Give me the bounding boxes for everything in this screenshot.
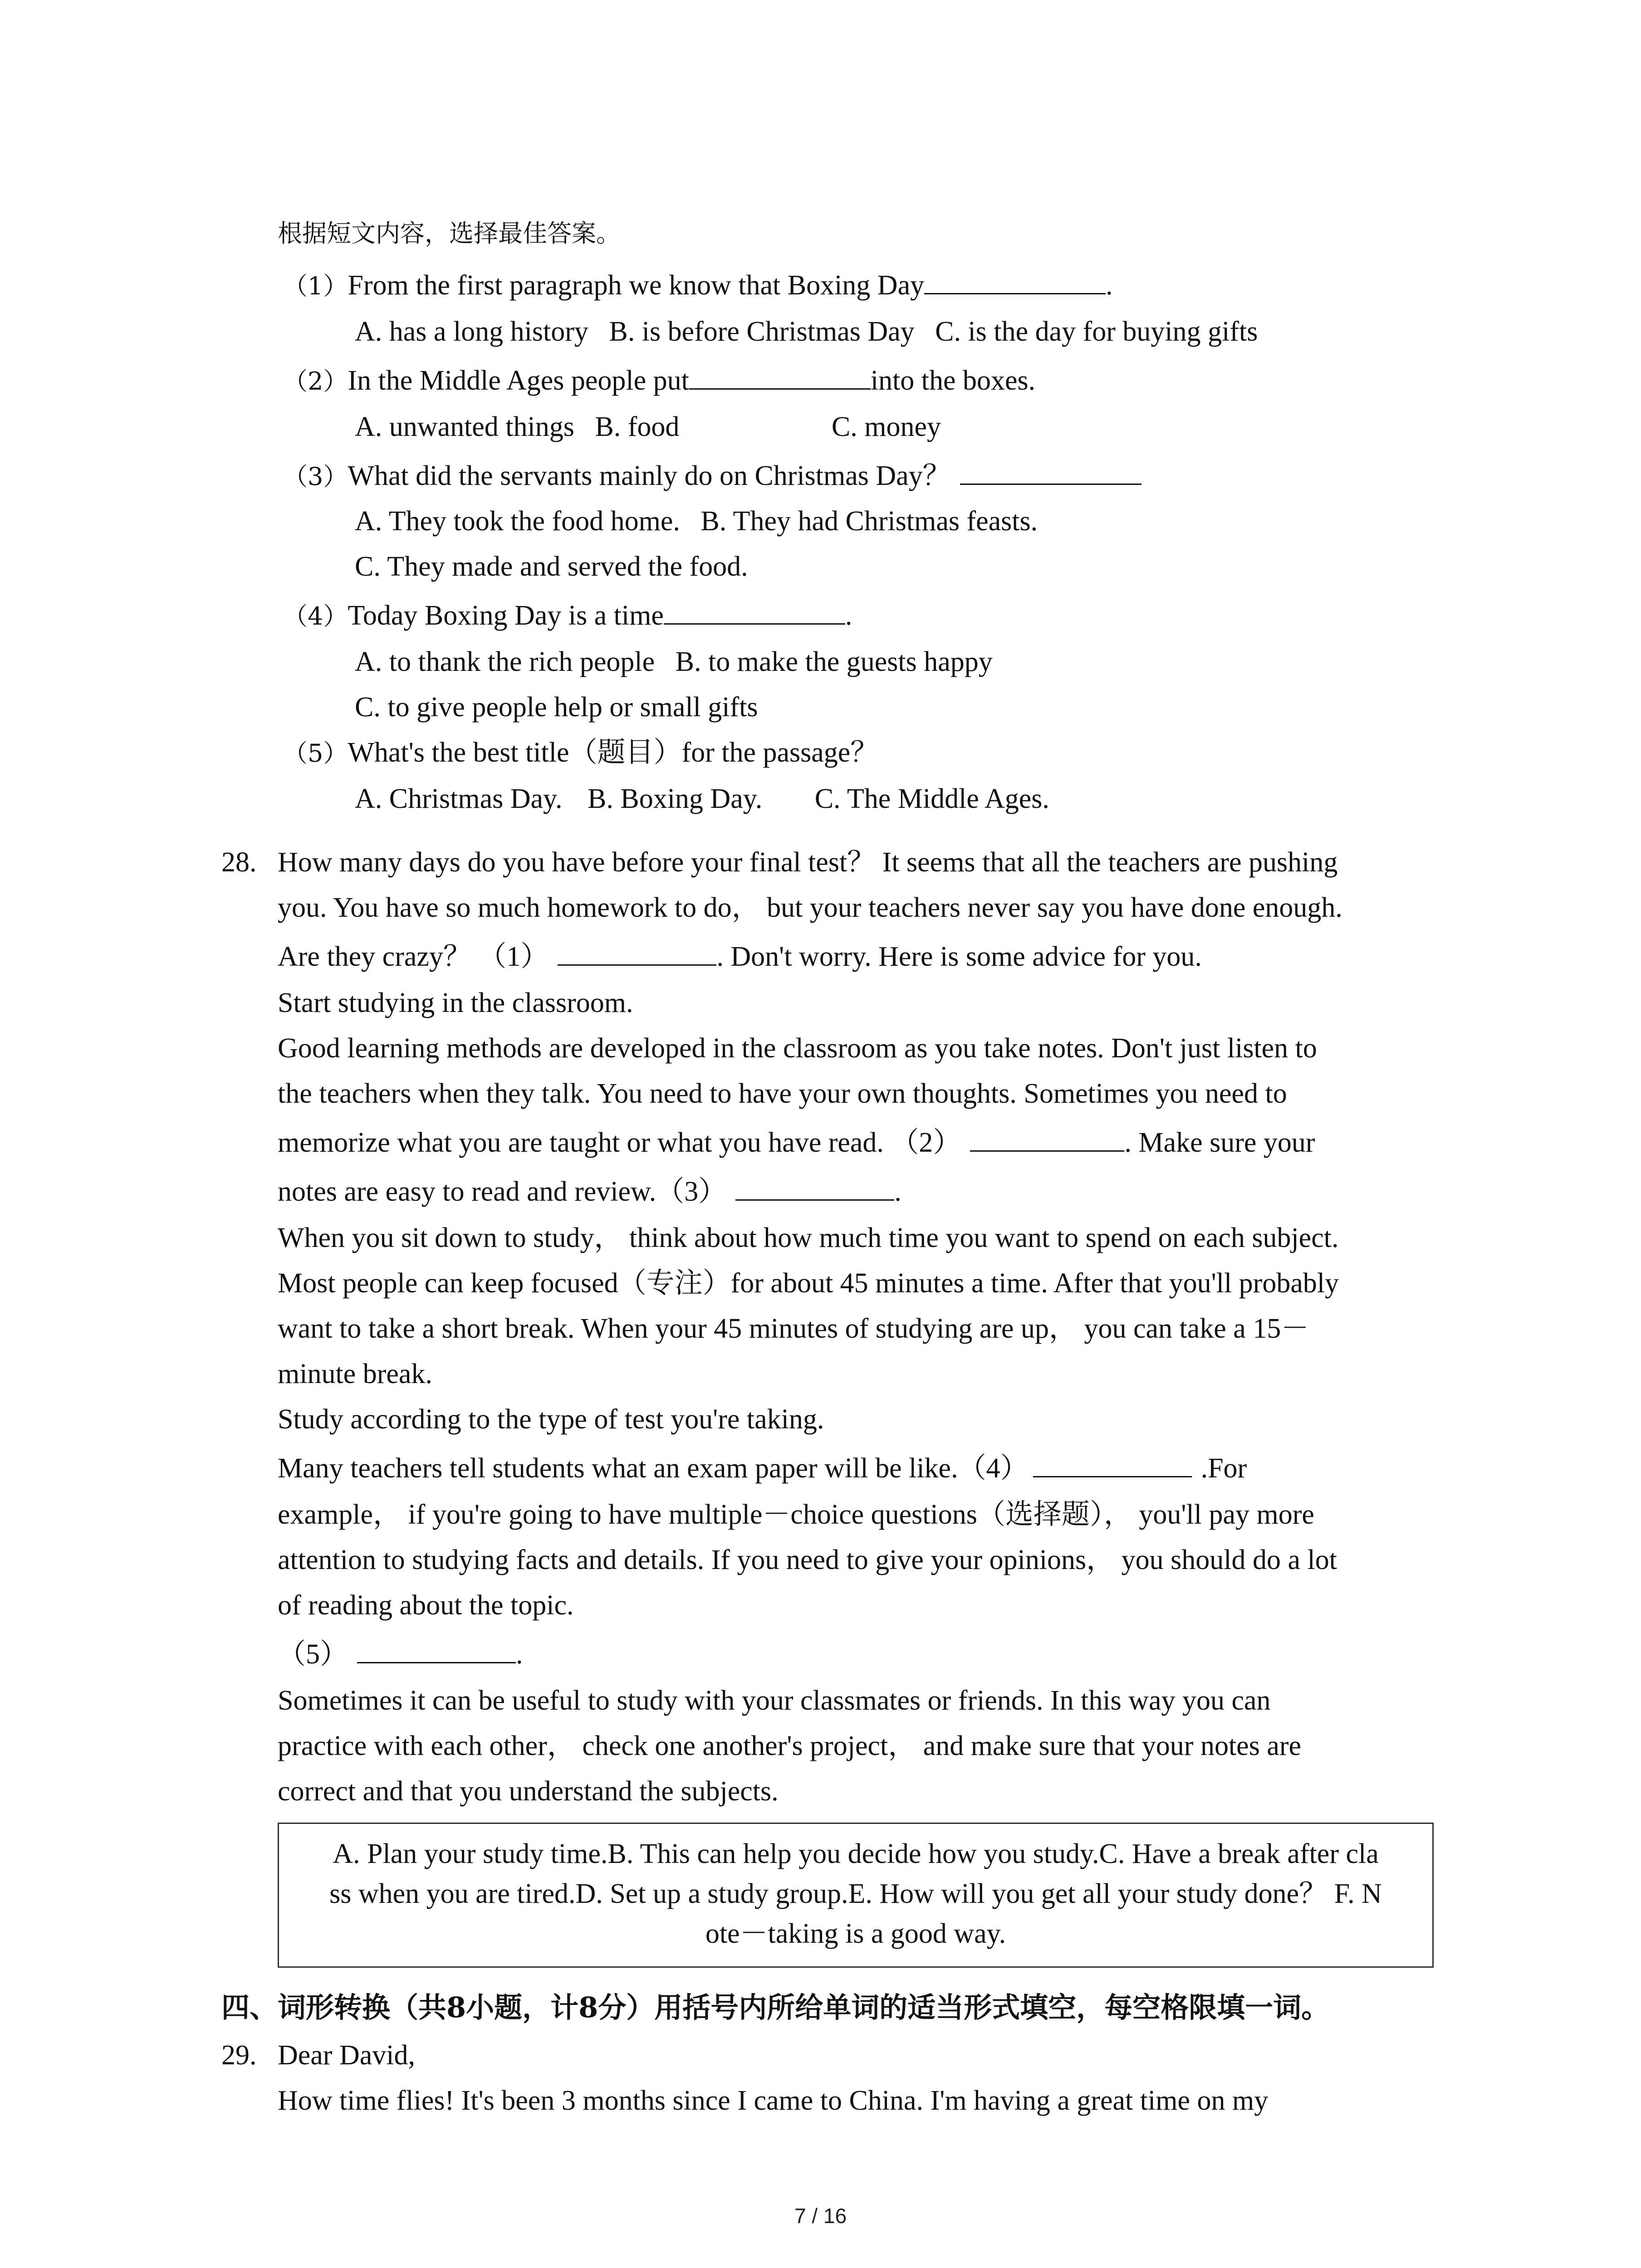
question-stem-end: . [845, 600, 852, 631]
passage-line-blank-4 [278, 1454, 1247, 1482]
options-1 [355, 318, 1258, 346]
option-c[interactable]: C. The Middle Ages. [814, 783, 1049, 814]
option-b[interactable]: B. They had Christmas feasts. [700, 506, 1038, 537]
question-29-number: 29. [221, 2040, 257, 2071]
question-3 [283, 462, 1141, 490]
question-number: （2） [283, 367, 348, 396]
option-box-line: A. Plan your study time.B. This can help you decide how you study.C. Have a break after cla [333, 1838, 1379, 1869]
passage-line-blank-2 [278, 1129, 1315, 1157]
answer-blank-3[interactable] [735, 1178, 894, 1201]
passage-line: the teachers when they talk. You need to have your own thoughts. Sometimes you need to [278, 1078, 1287, 1109]
passage-line: example， if you're going to have multiple－choice questions（选择题）， you'll pay more [278, 1499, 1314, 1530]
options-4-line1 [355, 648, 993, 676]
answer-blank-5[interactable] [357, 1641, 516, 1663]
passage-text: memorize what you are taught or what you have read. （2） [278, 1127, 961, 1158]
passage-line: want to take a short break. When your 45 minutes of studying are up， you can take a 15－ [278, 1313, 1309, 1344]
option-b[interactable]: B. food [595, 411, 680, 442]
option-box-line: ss when you are tired.D. Set up a study group.E. How will you get all your study done？ F. N [329, 1878, 1382, 1909]
question-stem-end: . [1106, 270, 1113, 301]
passage-text: . Don't worry. Here is some advice for you. [716, 941, 1202, 972]
passage-text: Are they crazy？ （1） [278, 941, 549, 972]
passage-line: How many days do you have before your final test？ It seems that all the teachers are pushing [278, 847, 1338, 878]
option-a[interactable]: A. They took the food home. [355, 506, 680, 537]
answer-blank[interactable] [689, 367, 871, 390]
letter-greeting: Dear David, [278, 2040, 415, 2071]
option-a[interactable]: A. to thank the rich people [355, 646, 655, 677]
passage-text: Many teachers tell students what an exam paper will be like.（4） [278, 1453, 1029, 1484]
option-b[interactable]: B. to make the guests happy [675, 646, 993, 677]
passage-line-blank-3 [278, 1178, 901, 1206]
option-c[interactable]: C. They made and served the food. [355, 551, 748, 582]
question-1 [283, 271, 1113, 299]
answer-blank[interactable] [664, 602, 845, 625]
options-3-line1 [355, 507, 1038, 535]
passage-text: . Make sure your [1124, 1127, 1315, 1158]
answer-blank[interactable] [960, 463, 1141, 485]
passage-line: of reading about the topic. [278, 1590, 574, 1621]
passage-line: attention to studying facts and details. If you need to give your opinions， you should do a lot [278, 1545, 1337, 1575]
passage-line: you. You have so much homework to do， but your teachers never say you have done enough. [278, 892, 1342, 923]
question-28-number: 28. [221, 847, 257, 878]
question-number: （3） [283, 462, 348, 491]
question-stem: What's the best title（题目）for the passage？ [348, 737, 879, 768]
question-number: （5） [283, 739, 348, 767]
question-number: （1） [283, 272, 348, 300]
passage-line: practice with each other， check one another's project， and make sure that your notes are [278, 1730, 1302, 1761]
question-stem: From the first paragraph we know that Boxing Day [348, 270, 925, 301]
option-a[interactable]: A. has a long history [355, 316, 588, 347]
passage-line: How time flies! It's been 3 months since I came to China. I'm having a great time on my [278, 2085, 1269, 2116]
options-5 [355, 785, 1049, 813]
passage-text: . [894, 1176, 901, 1207]
options-2 [355, 413, 941, 441]
option-box-line: ote－taking is a good way. [705, 1918, 1006, 1949]
question-5 [283, 738, 878, 767]
question-2 [283, 367, 1035, 395]
option-b[interactable]: B. Boxing Day. [588, 783, 763, 814]
passage-line-blank-5 [278, 1640, 523, 1668]
option-a[interactable]: A. Christmas Day. [355, 783, 563, 814]
option-box [278, 1823, 1434, 1968]
question-stem-end: into the boxes. [870, 365, 1036, 396]
passage-line: Study according to the type of test you're taking. [278, 1404, 824, 1435]
page-number: 7 / 16 [794, 2204, 847, 2228]
option-b[interactable]: B. is before Christmas Day [609, 316, 915, 347]
passage-line-blank-1 [278, 943, 1202, 971]
question-stem: Today Boxing Day is a time [348, 600, 664, 631]
passage-line: Start studying in the classroom. [278, 987, 633, 1018]
section-heading: 四、词形转换（共8小题，计8分）用括号内所给单词的适当形式填空，每空格限填一词。 [221, 1991, 1330, 2024]
option-c[interactable]: C. money [831, 411, 941, 442]
answer-blank[interactable] [924, 272, 1106, 294]
passage-text: .For [1200, 1453, 1247, 1484]
passage-line: Sometimes it can be useful to study with your classmates or friends. In this way you can [278, 1685, 1271, 1716]
passage-text: （5） [278, 1639, 348, 1670]
passage-line: Good learning methods are developed in the classroom as you take notes. Don't just listen to [278, 1033, 1317, 1064]
passage-line: When you sit down to study， think about how much time you want to spend on each subject. [278, 1222, 1339, 1253]
passage-text: . [516, 1639, 523, 1670]
passage-text: notes are easy to read and review.（3） [278, 1176, 727, 1207]
question-stem: In the Middle Ages people put [348, 365, 689, 396]
passage-line: minute break. [278, 1359, 432, 1389]
question-number: （4） [283, 602, 348, 631]
answer-blank-2[interactable] [970, 1129, 1124, 1152]
passage-line: correct and that you understand the subjects. [278, 1776, 779, 1807]
option-a[interactable]: A. unwanted things [355, 411, 574, 442]
question-stem: What did the servants mainly do on Christmas Day？ [348, 460, 951, 491]
passage-line: Most people can keep focused（专注）for about 45 minutes a time. After that you'll probably [278, 1268, 1339, 1299]
option-c[interactable]: C. to give people help or small gifts [355, 692, 758, 723]
options-4-line2 [355, 693, 758, 721]
option-c[interactable]: C. is the day for buying gifts [935, 316, 1258, 347]
answer-blank-1[interactable] [558, 943, 716, 966]
question-4 [283, 601, 852, 630]
answer-blank-4[interactable] [1033, 1455, 1192, 1477]
options-3-line2 [355, 552, 748, 581]
instruction: 根据短文内容，选择最佳答案。 [278, 219, 621, 248]
